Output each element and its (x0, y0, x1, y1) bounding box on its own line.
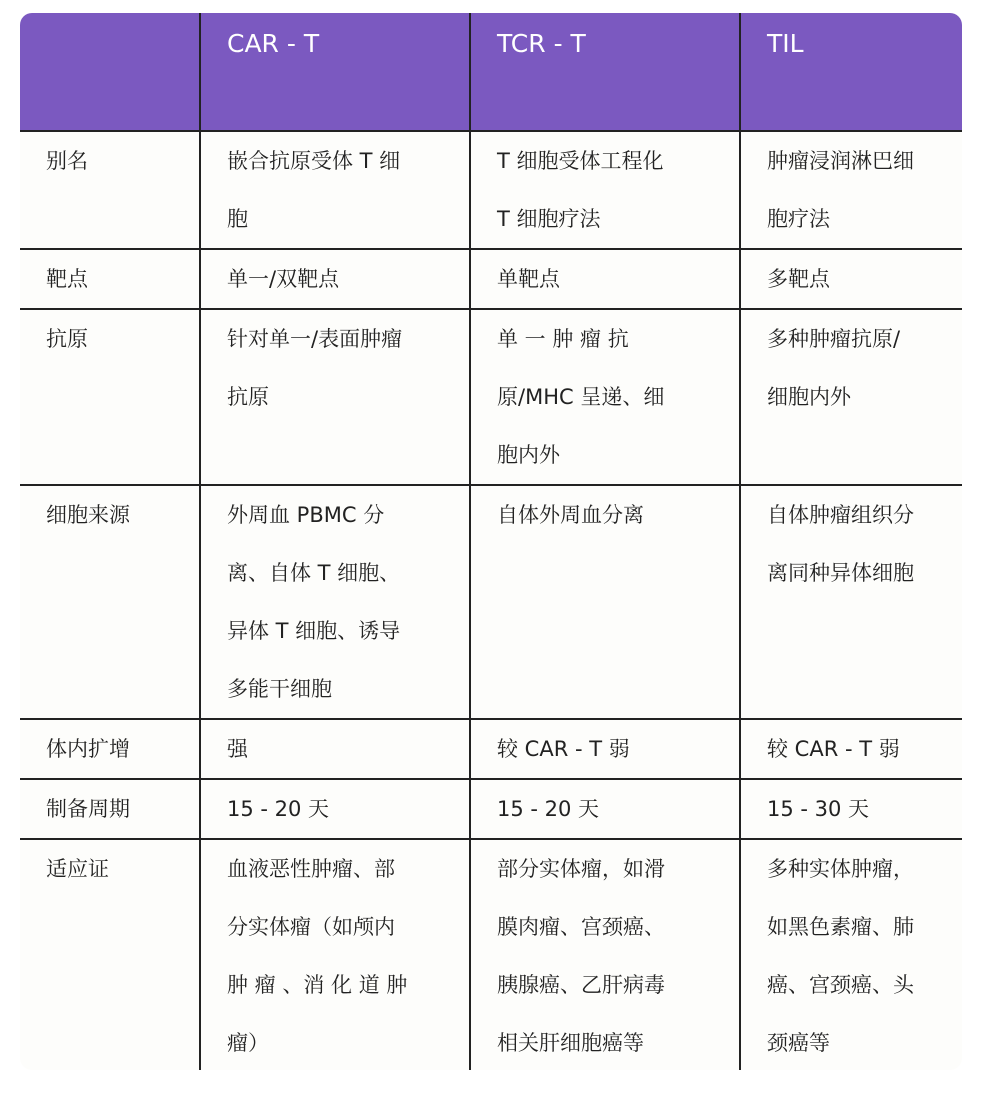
cell-text-line: 胞内外 (497, 443, 560, 467)
header-row (20, 13, 962, 131)
cell-text-line: 多能干细胞 (227, 677, 332, 701)
cell-text-line: 抗原 (227, 385, 269, 409)
cell-text-line: 异体 T 细胞、诱导 (227, 619, 401, 643)
row-label (20, 839, 200, 1070)
table-cell (740, 309, 962, 485)
table-row (20, 779, 962, 839)
cell-text-line: 部分实体瘤，如滑 (497, 857, 665, 881)
table-cell (740, 719, 962, 779)
row-label-text: 适应证 (46, 857, 109, 881)
cell-text-line: 自体肿瘤组织分 (767, 503, 914, 527)
table-cell (200, 779, 470, 839)
cell-text-line: T 细胞受体工程化 (497, 149, 664, 173)
cell-text-line: 15 - 30 天 (767, 797, 870, 821)
cell-text-line: 细胞内外 (767, 385, 851, 409)
row-label-text: 制备周期 (46, 797, 130, 821)
row-label (20, 719, 200, 779)
table-cell (740, 839, 962, 1070)
table-cell (470, 131, 740, 249)
cell-text-line: 原/MHC 呈递、细 (497, 385, 665, 409)
row-label (20, 779, 200, 839)
header-tcr-t: TCR - T (470, 13, 740, 131)
cell-text-line: 癌、宫颈癌、头 (767, 973, 914, 997)
table-cell (740, 779, 962, 839)
cell-text-line: 嵌合抗原受体 T 细 (227, 149, 401, 173)
cell-text-line: 胞 (227, 207, 248, 231)
table-row (20, 839, 962, 1070)
cell-text-line: 离、自体 T 细胞、 (227, 561, 401, 585)
cell-text-line: 多靶点 (767, 267, 830, 291)
table-cell (740, 131, 962, 249)
comparison-table (20, 13, 962, 1070)
cell-text-line: T 细胞疗法 (497, 207, 601, 231)
header-car-t: CAR - T (200, 13, 470, 131)
cell-text-line: 胰腺癌、乙肝病毒 (497, 973, 665, 997)
cell-text-line: 分实体瘤（如颅内 (227, 915, 395, 939)
table-cell (740, 485, 962, 719)
header-blank (20, 13, 200, 131)
cell-text-line: 单 一 肿 瘤 抗 (497, 327, 629, 351)
row-label-text: 抗原 (46, 327, 88, 351)
row-label-text: 体内扩增 (46, 737, 130, 761)
table-cell (200, 839, 470, 1070)
row-label-text: 别名 (46, 149, 88, 173)
cell-text-line: 较 CAR - T 弱 (767, 737, 900, 761)
cell-text-line: 胞疗法 (767, 207, 830, 231)
table-cell (200, 249, 470, 309)
cell-text-line: 瘤） (227, 1031, 269, 1055)
table-row (20, 485, 962, 719)
row-label-text: 细胞来源 (46, 503, 130, 527)
cell-text-line: 肿瘤浸润淋巴细 (767, 149, 914, 173)
cell-text-line: 自体外周血分离 (497, 503, 644, 527)
table-row (20, 309, 962, 485)
table-row (20, 131, 962, 249)
row-label (20, 131, 200, 249)
cell-text-line: 15 - 20 天 (227, 797, 330, 821)
table-cell (200, 309, 470, 485)
cell-text-line: 15 - 20 天 (497, 797, 600, 821)
cell-text-line: 相关肝细胞癌等 (497, 1031, 644, 1055)
row-label-text: 靶点 (46, 267, 88, 291)
table-cell (470, 839, 740, 1070)
cell-text-line: 血液恶性肿瘤、部 (227, 857, 395, 881)
cell-text-line: 多种肿瘤抗原/ (767, 327, 901, 351)
table-cell (470, 249, 740, 309)
cell-text-line: 如黑色素瘤、肺 (767, 915, 914, 939)
header-til: TIL (740, 13, 962, 131)
row-label (20, 249, 200, 309)
cell-text-line: 较 CAR - T 弱 (497, 737, 630, 761)
table-row (20, 719, 962, 779)
table-cell (200, 485, 470, 719)
table-cell (470, 719, 740, 779)
row-label (20, 485, 200, 719)
table-cell (470, 779, 740, 839)
table-row (20, 249, 962, 309)
cell-text-line: 强 (227, 737, 248, 761)
cell-text-line: 肿 瘤 、消 化 道 肿 (227, 973, 408, 997)
table-cell (200, 131, 470, 249)
cell-text-line: 单靶点 (497, 267, 560, 291)
row-label (20, 309, 200, 485)
table-cell (470, 485, 740, 719)
cell-text-line: 单一/双靶点 (227, 267, 340, 291)
table-cell (200, 719, 470, 779)
cell-text-line: 颈癌等 (767, 1031, 830, 1055)
table-cell (740, 249, 962, 309)
cell-text-line: 多种实体肿瘤， (767, 857, 914, 881)
cell-text-line: 离同种异体细胞 (767, 561, 914, 585)
cell-text-line: 外周血 PBMC 分 (227, 503, 385, 527)
cell-text-line: 针对单一/表面肿瘤 (227, 327, 403, 351)
cell-text-line: 膜肉瘤、宫颈癌、 (497, 915, 665, 939)
table-cell (470, 309, 740, 485)
comparison-table-container (20, 13, 962, 1070)
